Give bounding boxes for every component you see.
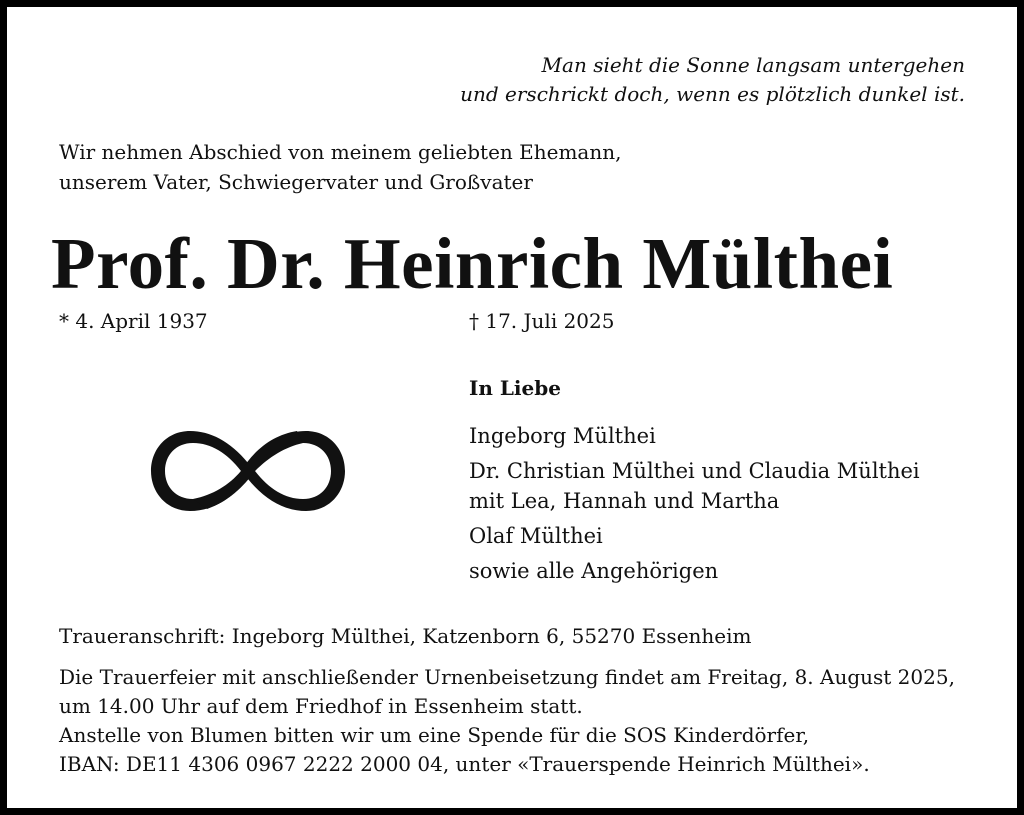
mourners-list	[469, 421, 920, 591]
mourner-entry: Dr. Christian Mülthei und Claudia Mülthei	[469, 459, 920, 483]
mourner-entry: Olaf Mülthei	[469, 524, 603, 548]
intro-line-2: unserem Vater, Schwiegervater und Großvater	[59, 170, 533, 194]
details-line-3: Anstelle von Blumen bitten wir um eine Spende für die SOS Kinderdörfer,	[59, 723, 810, 747]
intro-line-1: Wir nehmen Abschied von meinem geliebten Ehemann,	[59, 140, 622, 164]
intro-text	[59, 137, 621, 197]
mourners-heading: In Liebe	[469, 376, 561, 400]
funeral-details	[59, 663, 955, 779]
quote-line-2: und erschrickt doch, wenn es plötzlich dunkel ist.	[460, 82, 965, 106]
mourning-address: Traueranschrift: Ingeborg Mülthei, Katzenborn 6, 55270 Essenheim	[59, 624, 752, 648]
birth-date: * 4. April 1937	[59, 309, 208, 333]
mourner-entry: mit Lea, Hannah und Martha	[469, 489, 780, 513]
mourner-entry: sowie alle Angehörigen	[469, 559, 719, 583]
mourner-entry: Ingeborg Mülthei	[469, 424, 656, 448]
infinity-icon-graphic	[145, 421, 351, 521]
details-line-2: um 14.00 Uhr auf dem Friedhof in Essenheim statt.	[59, 694, 583, 718]
quote-line-1: Man sieht die Sonne langsam untergehen	[541, 53, 965, 77]
death-date: † 17. Juli 2025	[469, 309, 615, 333]
infinity-icon	[145, 421, 351, 521]
epigraph-quote	[460, 51, 965, 109]
deceased-name: Prof. Dr. Heinrich Mülthei	[51, 223, 894, 304]
details-line-1: Die Trauerfeier mit anschließender Urnenbeisetzung findet am Freitag, 8. August 2025,	[59, 665, 955, 689]
details-line-4: IBAN: DE11 4306 0967 2222 2000 04, unter «Trauerspende Heinrich Mülthei».	[59, 752, 870, 776]
